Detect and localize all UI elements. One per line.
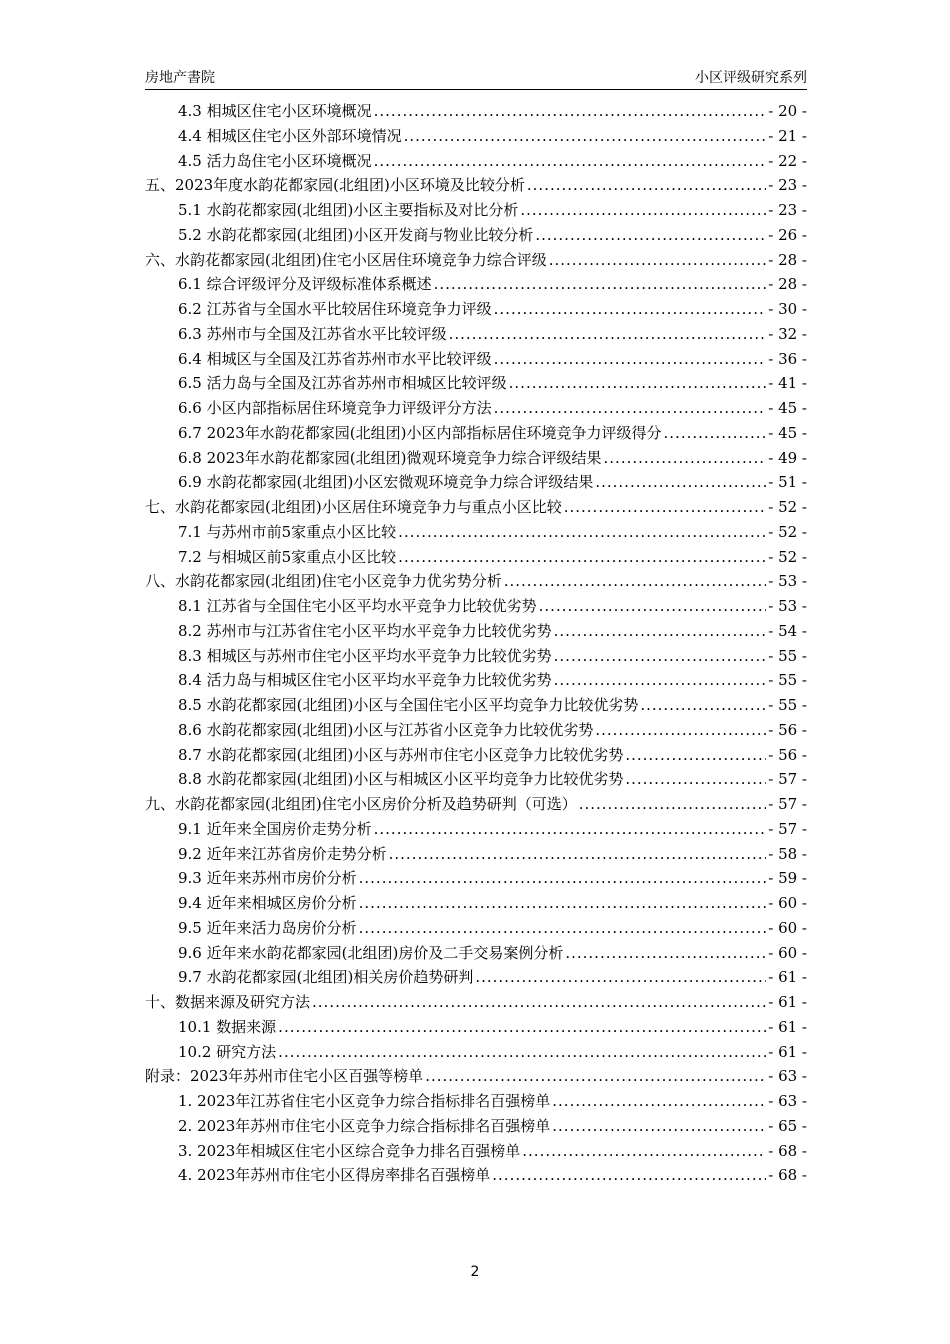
toc-entry-page: - 55 - bbox=[768, 671, 807, 690]
toc-entry[interactable] bbox=[145, 496, 807, 521]
toc-leader-dots bbox=[475, 968, 766, 986]
toc-leader-dots bbox=[504, 572, 767, 590]
toc-entry[interactable] bbox=[145, 224, 807, 249]
toc-entry-page: - 58 - bbox=[768, 844, 807, 863]
toc-entry-title: 4.5 活力岛住宅小区环境概况 bbox=[178, 151, 372, 170]
toc-entry[interactable] bbox=[145, 174, 807, 199]
toc-entry-page: - 68 - bbox=[768, 1141, 807, 1160]
toc-entry-title: 8.7 水韵花都家园(北组团)小区与苏州市住宅小区竞争力比较优劣势 bbox=[178, 745, 624, 764]
toc-entry[interactable] bbox=[145, 372, 807, 397]
toc-entry-page: - 65 - bbox=[768, 1116, 807, 1135]
toc-entry-title: 8.4 活力岛与相城区住宅小区平均水平竞争力比较优劣势 bbox=[178, 671, 552, 690]
toc-leader-dots bbox=[359, 919, 767, 937]
toc-entry[interactable] bbox=[145, 199, 807, 224]
toc-entry-title: 五、2023年度水韵花都家园(北组团)小区环境及比较分析 bbox=[145, 176, 525, 195]
toc-entry[interactable] bbox=[145, 125, 807, 150]
toc-entry-page: - 61 - bbox=[768, 1017, 807, 1036]
toc-entry[interactable] bbox=[145, 917, 807, 942]
toc-entry[interactable] bbox=[145, 471, 807, 496]
toc-entry-title: 4.4 相城区住宅小区外部环境情况 bbox=[178, 126, 402, 145]
toc-entry[interactable] bbox=[145, 1164, 807, 1189]
toc-leader-dots bbox=[535, 226, 766, 244]
toc-entry[interactable] bbox=[145, 719, 807, 744]
toc-entry[interactable] bbox=[145, 843, 807, 868]
toc-entry-title: 1. 2023年江苏省住宅小区竞争力综合指标排名百强榜单 bbox=[178, 1092, 551, 1110]
page-number: 2 bbox=[470, 1264, 480, 1280]
toc-entry-title: 5.2 水韵花都家园(北组团)小区开发商与物业比较分析 bbox=[178, 225, 534, 244]
toc-entry[interactable] bbox=[145, 892, 807, 917]
toc-entry-page: - 57 - bbox=[768, 819, 807, 838]
toc-entry[interactable] bbox=[145, 867, 807, 892]
toc-entry-title: 8.6 水韵花都家园(北组团)小区与江苏省小区竞争力比较优劣势 bbox=[178, 720, 594, 739]
toc-entry-page: - 49 - bbox=[768, 448, 807, 467]
toc-entry-page: - 55 - bbox=[768, 646, 807, 665]
toc-entry[interactable] bbox=[145, 249, 807, 274]
page-header bbox=[145, 67, 807, 90]
toc-leader-dots bbox=[398, 523, 766, 541]
toc-leader-dots bbox=[494, 350, 767, 368]
toc-leader-dots bbox=[359, 869, 767, 887]
toc-entry[interactable] bbox=[145, 1065, 807, 1090]
toc-entry[interactable] bbox=[145, 447, 807, 472]
toc-entry[interactable] bbox=[145, 744, 807, 769]
toc-leader-dots bbox=[522, 1142, 766, 1160]
toc-entry-title: 8.2 苏州市与江苏省住宅小区平均水平竞争力比较优劣势 bbox=[178, 621, 552, 640]
toc-entry-page: - 63 - bbox=[768, 1092, 807, 1110]
toc-entry-page: - 22 - bbox=[768, 151, 807, 170]
toc-entry-page: - 60 - bbox=[768, 918, 807, 937]
toc-entry-page: - 32 - bbox=[768, 324, 807, 343]
toc-leader-dots bbox=[449, 325, 767, 343]
toc-entry-page: - 53 - bbox=[768, 597, 807, 615]
toc-leader-dots bbox=[554, 622, 767, 640]
toc-entry-title: 7.1 与苏州市前5家重点小区比较 bbox=[178, 522, 397, 541]
toc-entry[interactable] bbox=[145, 397, 807, 422]
toc-entry-page: - 52 - bbox=[768, 498, 807, 516]
toc-entry[interactable] bbox=[145, 273, 807, 298]
toc-entry-title: 6.1 综合评级评分及评级标准体系概述 bbox=[178, 275, 432, 294]
toc-leader-dots bbox=[595, 473, 766, 491]
toc-entry[interactable] bbox=[145, 991, 807, 1016]
toc-entry-page: - 61 - bbox=[768, 968, 807, 987]
toc-leader-dots bbox=[604, 449, 767, 467]
toc-entry[interactable] bbox=[145, 150, 807, 175]
toc-entry-title: 附录：2023年苏州市住宅小区百强等榜单 bbox=[145, 1067, 424, 1086]
toc-entry-title: 6.8 2023年水韵花都家园(北组团)微观环境竞争力综合评级结果 bbox=[178, 448, 602, 467]
toc-entry-title: 9.4 近年来相城区房价分析 bbox=[178, 894, 357, 912]
toc-entry-title: 4.3 相城区住宅小区环境概况 bbox=[178, 102, 372, 120]
toc-entry-page: - 36 - bbox=[768, 349, 807, 368]
toc-leader-dots bbox=[278, 1018, 766, 1036]
toc-entry-page: - 56 - bbox=[768, 720, 807, 739]
toc-leader-dots bbox=[492, 1166, 766, 1184]
toc-entry-title: 6.2 江苏省与全国水平比较居住环境竞争力评级 bbox=[178, 300, 492, 318]
toc-entry-page: - 68 - bbox=[768, 1166, 807, 1185]
toc-entry-page: - 30 - bbox=[768, 300, 807, 318]
toc-entry-title: 9.7 水韵花都家园(北组团)相关房价趋势研判 bbox=[178, 968, 474, 987]
toc-entry-page: - 23 - bbox=[768, 201, 807, 219]
toc-entry-title: 6.9 水韵花都家园(北组团)小区宏微观环境竞争力综合评级结果 bbox=[178, 473, 594, 492]
toc-leader-dots bbox=[374, 102, 767, 120]
toc-entry-page: - 52 - bbox=[768, 547, 807, 566]
toc-leader-dots bbox=[539, 597, 767, 615]
toc-entry[interactable] bbox=[145, 818, 807, 843]
toc-entry-page: - 60 - bbox=[768, 894, 807, 912]
toc-leader-dots bbox=[554, 647, 767, 665]
toc-entry-page: - 53 - bbox=[768, 572, 807, 591]
toc-entry-title: 9.6 近年来水韵花都家园(北组团)房价及二手交易案例分析 bbox=[178, 943, 564, 962]
toc-entry[interactable] bbox=[145, 669, 807, 694]
toc-entry[interactable] bbox=[145, 348, 807, 373]
toc-leader-dots bbox=[389, 845, 767, 863]
toc-leader-dots bbox=[404, 127, 767, 145]
toc-entry[interactable] bbox=[145, 966, 807, 991]
toc-leader-dots bbox=[625, 770, 766, 788]
toc-entry-page: - 61 - bbox=[768, 1042, 807, 1061]
toc-entry[interactable] bbox=[145, 323, 807, 348]
toc-entry-page: - 52 - bbox=[768, 522, 807, 541]
toc-entry[interactable] bbox=[145, 1115, 807, 1140]
toc-entry-page: - 57 - bbox=[768, 770, 807, 789]
header-publisher: 房地产書院 bbox=[145, 70, 215, 86]
toc-entry[interactable] bbox=[145, 1090, 807, 1115]
table-of-contents bbox=[145, 100, 807, 1189]
toc-entry-page: - 59 - bbox=[768, 869, 807, 888]
toc-entry-title: 6.7 2023年水韵花都家园(北组团)小区内部指标居住环境竞争力评级得分 bbox=[178, 423, 662, 442]
toc-entry-title: 8.5 水韵花都家园(北组团)小区与全国住宅小区平均竞争力比较优劣势 bbox=[178, 696, 639, 714]
toc-entry-page: - 23 - bbox=[768, 176, 807, 195]
toc-entry-title: 十、数据来源及研究方法 bbox=[145, 993, 311, 1011]
toc-leader-dots bbox=[374, 820, 767, 838]
toc-leader-dots bbox=[425, 1067, 766, 1085]
toc-entry-page: - 57 - bbox=[768, 795, 807, 813]
toc-leader-dots bbox=[625, 746, 766, 764]
toc-entry-page: - 26 - bbox=[768, 225, 807, 244]
toc-entry-title: 6.6 小区内部指标居住环境竞争力评级评分方法 bbox=[178, 399, 492, 417]
toc-entry[interactable] bbox=[145, 694, 807, 719]
toc-leader-dots bbox=[552, 1092, 766, 1110]
toc-entry-title: 8.8 水韵花都家园(北组团)小区与相城区小区平均竞争力比较优劣势 bbox=[178, 770, 624, 789]
toc-entry-title: 5.1 水韵花都家园(北组团)小区主要指标及对比分析 bbox=[178, 201, 519, 219]
toc-entry-page: - 21 - bbox=[768, 126, 807, 145]
toc-entry-page: - 61 - bbox=[768, 993, 807, 1011]
toc-entry-page: - 54 - bbox=[768, 621, 807, 640]
toc-leader-dots bbox=[398, 548, 766, 566]
toc-entry[interactable] bbox=[145, 570, 807, 595]
toc-entry[interactable] bbox=[145, 521, 807, 546]
toc-entry-title: 3. 2023年相城区住宅小区综合竞争力排名百强榜单 bbox=[178, 1141, 521, 1160]
toc-leader-dots bbox=[494, 300, 767, 318]
toc-entry-page: - 41 - bbox=[768, 374, 807, 393]
header-series: 小区评级研究系列 bbox=[695, 70, 807, 86]
toc-leader-dots bbox=[579, 795, 767, 813]
toc-leader-dots bbox=[527, 176, 766, 194]
toc-entry-title: 六、水韵花都家园(北组团)住宅小区居住环境竞争力综合评级 bbox=[145, 250, 547, 269]
toc-entry-title: 6.4 相城区与全国及江苏省苏州市水平比较评级 bbox=[178, 349, 492, 368]
toc-entry-title: 10.2 研究方法 bbox=[178, 1042, 277, 1061]
toc-entry[interactable] bbox=[145, 1041, 807, 1066]
toc-leader-dots bbox=[564, 498, 767, 516]
toc-leader-dots bbox=[494, 399, 767, 417]
toc-leader-dots bbox=[565, 944, 766, 962]
toc-entry-page: - 51 - bbox=[768, 473, 807, 492]
toc-entry[interactable] bbox=[145, 645, 807, 670]
toc-entry-page: - 28 - bbox=[768, 275, 807, 294]
toc-entry[interactable] bbox=[145, 620, 807, 645]
toc-leader-dots bbox=[278, 1043, 766, 1061]
toc-entry-title: 8.3 相城区与苏州市住宅小区平均水平竞争力比较优劣势 bbox=[178, 646, 552, 665]
toc-entry-page: - 63 - bbox=[768, 1067, 807, 1086]
toc-entry-page: - 45 - bbox=[768, 399, 807, 417]
toc-leader-dots bbox=[595, 721, 766, 739]
toc-entry-title: 10.1 数据来源 bbox=[178, 1017, 277, 1036]
toc-entry[interactable] bbox=[145, 422, 807, 447]
toc-entry-title: 4. 2023年苏州市住宅小区得房率排名百强榜单 bbox=[178, 1166, 491, 1185]
toc-entry[interactable] bbox=[145, 298, 807, 323]
toc-entry-title: 6.5 活力岛与全国及江苏省苏州市相城区比较评级 bbox=[178, 374, 507, 393]
toc-entry[interactable] bbox=[145, 942, 807, 967]
toc-entry-title: 八、水韵花都家园(北组团)住宅小区竞争力优劣势分析 bbox=[145, 572, 502, 591]
toc-entry[interactable] bbox=[145, 546, 807, 571]
toc-leader-dots bbox=[374, 152, 767, 170]
toc-entry-title: 8.1 江苏省与全国住宅小区平均水平竞争力比较优劣势 bbox=[178, 597, 537, 615]
toc-entry[interactable] bbox=[145, 793, 807, 818]
toc-leader-dots bbox=[520, 201, 766, 219]
toc-entry-title: 9.5 近年来活力岛房价分析 bbox=[178, 918, 357, 937]
toc-entry-title: 9.3 近年来苏州市房价分析 bbox=[178, 869, 357, 888]
toc-entry-title: 2. 2023年苏州市住宅小区竞争力综合指标排名百强榜单 bbox=[178, 1116, 551, 1135]
toc-entry-title: 7.2 与相城区前5家重点小区比较 bbox=[178, 547, 397, 566]
toc-entry[interactable] bbox=[145, 768, 807, 793]
toc-leader-dots bbox=[509, 374, 767, 392]
toc-leader-dots bbox=[640, 696, 766, 714]
toc-leader-dots bbox=[554, 671, 767, 689]
toc-entry[interactable] bbox=[145, 595, 807, 620]
toc-entry-title: 9.2 近年来江苏省房价走势分析 bbox=[178, 844, 387, 863]
toc-leader-dots bbox=[434, 275, 767, 293]
toc-leader-dots bbox=[359, 894, 767, 912]
toc-leader-dots bbox=[549, 251, 767, 269]
toc-entry[interactable] bbox=[145, 1016, 807, 1041]
toc-entry[interactable] bbox=[145, 1140, 807, 1165]
toc-leader-dots bbox=[552, 1117, 766, 1135]
toc-entry-title: 6.3 苏州市与全国及江苏省水平比较评级 bbox=[178, 324, 447, 343]
toc-entry-page: - 55 - bbox=[768, 696, 807, 714]
toc-entry-page: - 60 - bbox=[768, 943, 807, 962]
toc-entry-title: 9.1 近年来全国房价走势分析 bbox=[178, 819, 372, 838]
toc-leader-dots bbox=[664, 424, 767, 442]
toc-leader-dots bbox=[312, 993, 766, 1011]
toc-entry[interactable] bbox=[145, 100, 807, 125]
toc-entry-page: - 45 - bbox=[768, 423, 807, 442]
toc-entry-title: 九、水韵花都家园(北组团)住宅小区房价分析及趋势研判（可选） bbox=[145, 795, 577, 813]
toc-entry-page: - 56 - bbox=[768, 745, 807, 764]
toc-entry-page: - 28 - bbox=[768, 250, 807, 269]
toc-entry-title: 七、水韵花都家园(北组团)小区居住环境竞争力与重点小区比较 bbox=[145, 498, 562, 516]
toc-entry-page: - 20 - bbox=[768, 102, 807, 120]
